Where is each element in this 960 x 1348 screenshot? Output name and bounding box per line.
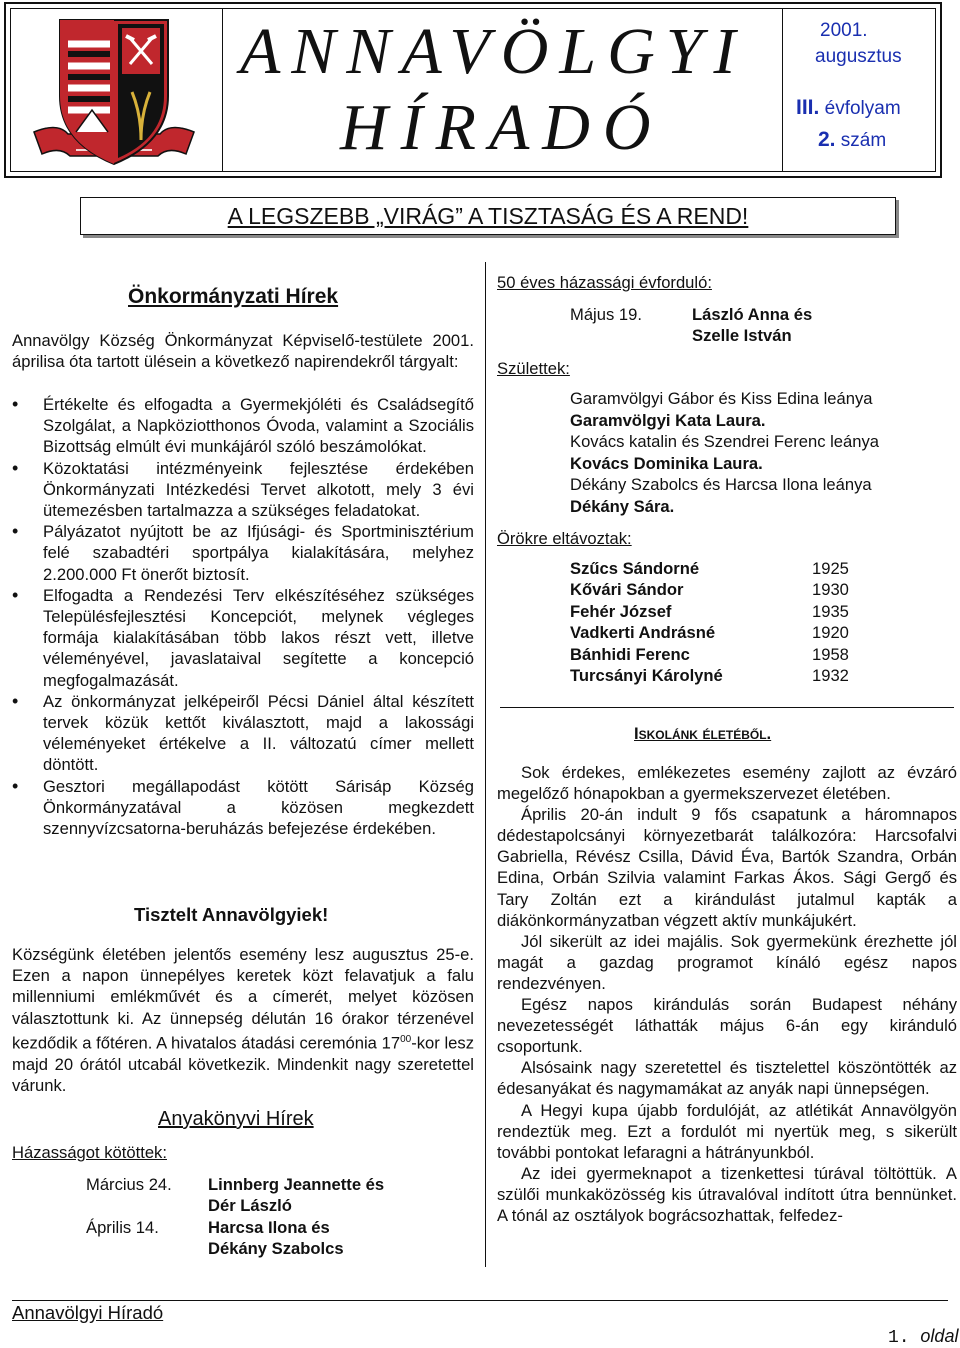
page-number-value: 1. — [888, 1328, 910, 1348]
anniversary-name-line: László Anna és — [692, 305, 813, 324]
time-superscript: 00 — [400, 1033, 412, 1045]
death-year: 1930 — [812, 580, 849, 600]
issue-month: augusztus — [815, 46, 902, 67]
footer-divider — [12, 1300, 948, 1301]
section-heading-tisztelt: Tisztelt Annavölgyiek! — [134, 904, 329, 925]
birth-child: Dékány Sára. — [570, 496, 675, 516]
death-year: 1925 — [812, 559, 849, 578]
death-year: 1920 — [812, 623, 849, 643]
school-article — [497, 762, 957, 1226]
marriage-name-line: Dékány Szabolcs — [208, 1239, 344, 1259]
marriage-date: Április 14. — [86, 1217, 159, 1237]
death-year: 1935 — [812, 601, 849, 621]
footer-publication-name: Annavölgyi Híradó — [12, 1302, 164, 1323]
paragraph: Április 20-án indult 9 fős csapatunk a háromnapos dédestapolcsányi környezetbarát találkozóra: Harcsofalvi Gabriella, Révész Csilla, Dávid Éva, Bartók Szandra, Orbán Edina, Orbán Szilvia valamint Farkas Ákos. Sági Gergő és Tary Zoltán ezt a kirándulást jutalmul kapták a diákönkormányzatban végzett aktív munkájukért. — [497, 805, 957, 930]
page-number — [888, 1326, 958, 1348]
issue-info — [818, 128, 886, 152]
list-item — [570, 579, 870, 600]
masthead-title-line1: ANNAVÖLGYI — [240, 15, 747, 88]
section-divider — [500, 707, 954, 708]
paragraph: Sok érdekes, emlékezetes esemény zajlott az évzáró megelőző hónapokban a gyermekszervezet életében. — [497, 763, 957, 804]
list-item: • Közoktatási intézményeink fejlesztése érdekében Önkormányzati Intézkedési Tervet alkotott, mely 3 évi ütemezésben tartalmazza a szükséges feladatokat. — [12, 458, 474, 522]
paragraph: Alsósaink nagy szeretettel és tisztelettel köszöntötték az édesanyákat és nagymamákat az anyák napi ünnepségen. — [497, 1058, 957, 1099]
list-item: • Pályázatot nyújtott be az Ifjúsági- és Sportminisztérium felé szabadtéri sportpálya kialakítására, melyhez 2.200.000 Ft önerőt biztosít. — [12, 521, 474, 585]
list-item — [570, 644, 870, 665]
birth-child: Garamvölgyi Kata Laura. — [570, 410, 766, 430]
births-label: Születtek: — [497, 359, 570, 378]
birth-parents: Kovács katalin és Szendrei Ferenc leánya — [570, 432, 879, 451]
death-year: 1932 — [812, 666, 849, 686]
birth-child: Kovács Dominika Laura. — [570, 453, 763, 473]
column-divider — [485, 262, 486, 1267]
volume-info — [796, 96, 901, 120]
list-item — [86, 1174, 466, 1217]
anniversary-label: 50 éves házassági évforduló: — [497, 273, 712, 292]
masthead-divider — [782, 9, 783, 171]
death-year: 1958 — [812, 644, 849, 664]
deaths-list — [570, 558, 870, 686]
slogan: A LEGSZEBB „VIRÁG” A TISZTASÁG ÉS A REND! — [227, 203, 749, 229]
birth-parents: Dékány Szabolcs és Harcsa Ilona leánya — [570, 475, 872, 494]
list-item — [570, 665, 870, 686]
marriage-names — [208, 1174, 384, 1217]
marriages-list — [86, 1174, 466, 1260]
anniversary-date: Május 19. — [570, 305, 642, 324]
section-heading-iskola: Iskolánk életéből. — [634, 724, 772, 743]
list-item: • Gesztori megállapodást kötött Sárisáp Község Önkormányzatával a közösen megkezdett szennyvízcsatorna-beruházás befejezése érdekében. — [12, 776, 474, 840]
death-name: Szűcs Sándorné — [570, 559, 700, 578]
tisztelt-text-part: Községünk életében jelentős esemény lesz augusztus 25-e. Ezen a napon ünnepélyes keretek közt felavatjuk a falu millenniumi emlékművét és a címerét, melyet közösen választottunk ki. Az ünnepség délután 16 órakor térzenével kezdődik a főtéren. A hivatalos átadási ceremónia 17 — [12, 945, 474, 1053]
tisztelt-text-part: -kor lesz majd 20 órától utcabál következik. Mindenkit nagy szeretettel várunk. — [12, 1033, 474, 1095]
page-number-label: oldal — [920, 1326, 959, 1346]
list-item: • Elfogadta a Rendezési Terv elkészítéséhez szükséges Településfejlesztési Koncepciót, melynek végleges formája kialakításában több lakos részt vett, illetve véleményével, javaslataival segítette a koncepció megfogalmazását. — [12, 585, 474, 691]
paragraph: Egész napos kirándulás során Budapest néhány nevezetességét láthatták május 6-án egy kiránduló csoportunk. — [497, 995, 957, 1057]
issue-year: 2001. — [820, 20, 868, 41]
anniversary-names — [692, 304, 812, 347]
issue-number: 2. — [818, 128, 836, 151]
masthead-divider — [222, 9, 223, 171]
married-label: Házasságot kötöttek: — [12, 1143, 167, 1162]
paragraph: A Hegyi kupa újabb fordulóját, az atlétikát Annavölgyön rendeztük meg. Ezt a fordulót mi nyertük meg, s sikerült további pontokat lefaragni a hátrányunkból. — [497, 1100, 957, 1162]
paragraph: Jól sikerült az idei majális. Sok gyermekünk érezhette jól magát a gazdag programot kínáló egész napos rendezvényen. — [497, 931, 957, 993]
deaths-label: Örökre eltávoztak: — [497, 529, 632, 548]
births-list — [570, 388, 950, 517]
death-name: Bánhidi Ferenc — [570, 644, 690, 664]
death-name: Kővári Sándor — [570, 580, 684, 600]
issue-label: szám — [840, 130, 887, 151]
section-heading-anyakonyvi: Anyakönyvi Hírek — [158, 1108, 314, 1130]
marriage-names — [208, 1217, 344, 1260]
marriage-name-line: Harcsa Ilona és — [208, 1217, 330, 1237]
birth-parents: Garamvölgyi Gábor és Kiss Edina leánya — [570, 389, 873, 408]
death-name: Fehér József — [570, 601, 672, 621]
masthead-title-line2: HÍRADÓ — [340, 91, 664, 164]
coat-of-arms-icon — [28, 14, 200, 172]
onkormanyzati-list — [12, 394, 474, 839]
list-item: • Értékelte és elfogadta a Gyermekjóléti és Családsegítő Szolgálat, a Napköziotthonos Óvoda, valamint a Szociális Bizottság elmúlt évi munkájáról szóló beszámolókat. — [12, 394, 474, 458]
list-item — [86, 1217, 466, 1260]
anniversary-name-line: Szelle István — [692, 326, 792, 346]
list-item — [570, 601, 870, 622]
volume-label: évfolyam — [824, 98, 901, 119]
marriage-name-line: Dér László — [208, 1196, 292, 1216]
onkormanyzati-intro: Annavölgy Község Önkormányzat Képviselő-testülete 2001. áprilisa óta tartott ülésein a következő napirendekről tárgyalt: — [12, 331, 474, 372]
tisztelt-text — [12, 944, 474, 1096]
list-item — [570, 622, 870, 643]
volume-number: III. — [796, 96, 820, 119]
paragraph: Az idei gyermeknapot a tizenkettesi túrával töltöttük. A szülői munkaközösség kis útravalóval indított útra bennünket. A tónál az osztályok bográcsozhattak, felfedez- — [497, 1163, 957, 1225]
death-name: Turcsányi Károlyné — [570, 666, 723, 686]
death-name: Vadkerti Andrásné — [570, 623, 716, 643]
section-heading-onkormanyzati: Önkormányzati Hírek — [128, 285, 339, 308]
marriage-name-line: Linnberg Jeannette és — [208, 1175, 385, 1194]
list-item: • Az önkormányzat jelképeiről Pécsi Dániel által készített tervek közük kettőt kiválasztott, majd a lakossági véleményeket értékelve a II. változatú címer mellett döntött. — [12, 691, 474, 776]
anniversary-entry — [570, 304, 950, 347]
list-item — [570, 558, 870, 579]
marriage-date: Március 24. — [86, 1175, 172, 1194]
